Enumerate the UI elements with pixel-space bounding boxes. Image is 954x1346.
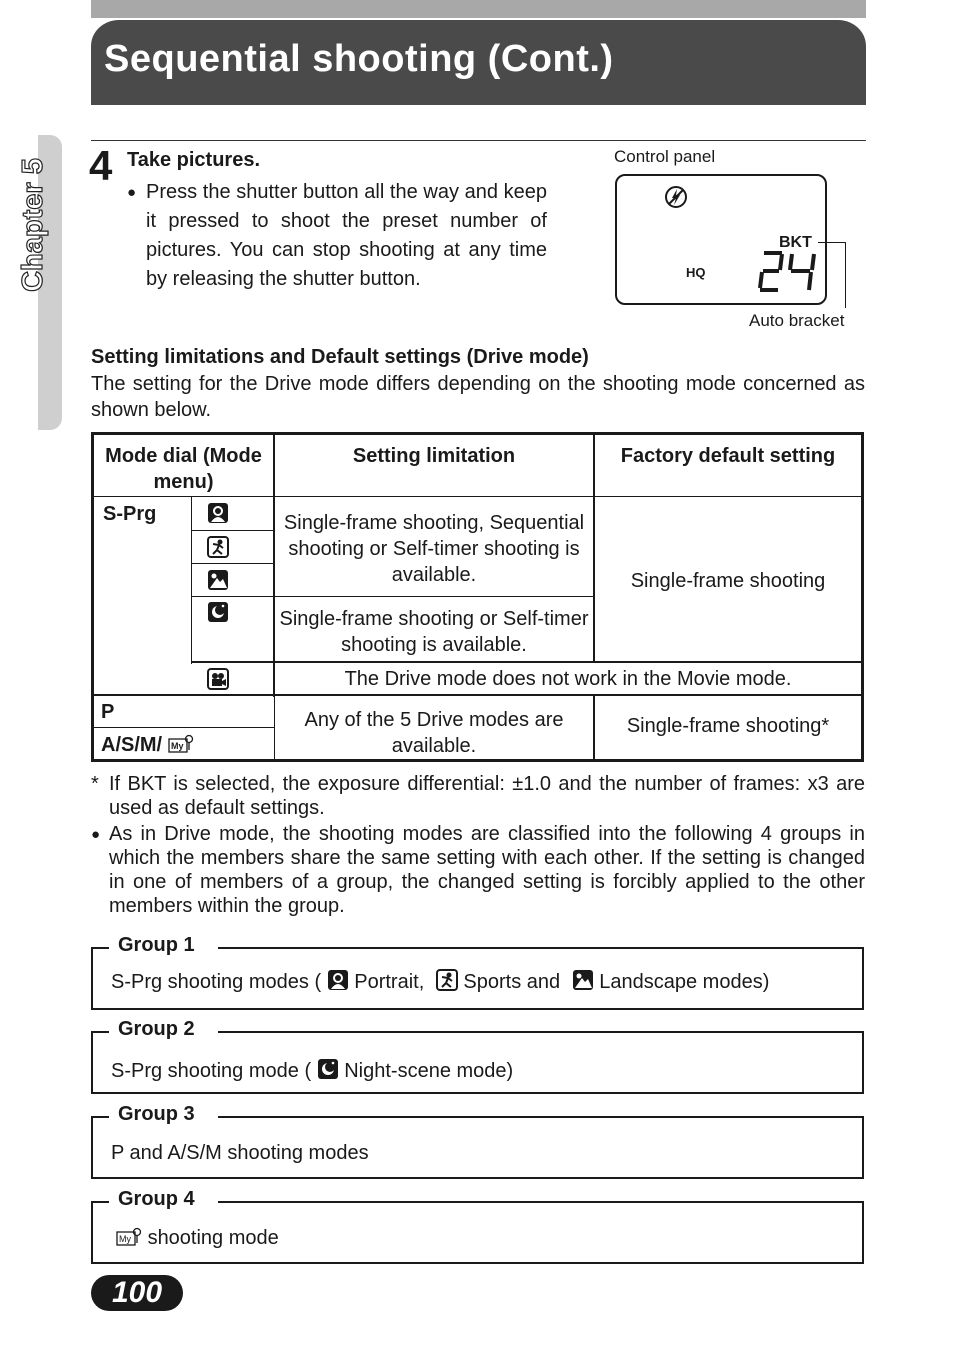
group-3-text: P and A/S/M shooting modes: [111, 1142, 369, 1164]
header-setting-limitation: Setting limitation: [352, 445, 516, 467]
asm-mode-text: A/S/M/: [101, 734, 163, 756]
bullet-note: [91, 822, 865, 918]
movie-icon: [207, 668, 229, 695]
movie-mode-note: The Drive mode does not work in the Movie mode.: [344, 668, 792, 690]
divider: [91, 140, 866, 141]
group-1-portrait: Portrait,: [354, 971, 425, 993]
limitation-p-asm: Any of the 5 Drive modes are available.: [304, 709, 564, 757]
section-heading: Setting limitations and Default settings (Drive mode): [91, 346, 589, 368]
table-line: [191, 530, 274, 531]
frame-counter-display: [758, 250, 818, 299]
asterisk-note-text: If BKT is selected, the exposure differential: ±1.0 and the number of frames: x3 are used as default settings.: [109, 773, 865, 819]
step-instruction: [127, 178, 547, 294]
sports-icon: [207, 536, 229, 563]
asterisk-note: [91, 772, 865, 820]
callout-line: [845, 242, 846, 308]
bkt-indicator: BKT: [779, 234, 812, 251]
asterisk-mark: *: [91, 773, 99, 795]
group-2-title: Group 2: [118, 1018, 195, 1040]
group-1-title: Group 1: [118, 934, 195, 956]
svg-text:My: My: [170, 741, 184, 751]
bullet-note-text: As in Drive mode, the shooting modes are classified into the following 4 groups in which the members share the same setting with each other. If the setting is changed in one of members of a group, the changed setting is forcibly applied to the other members within the group.: [109, 823, 865, 917]
hq-indicator: HQ: [686, 265, 706, 280]
table-line: [94, 496, 861, 497]
limitation-sprg-group: Single-frame shooting, Sequential shooting or Self-timer shooting is available.: [283, 512, 585, 586]
group-1-landscape: Landscape modes): [599, 971, 770, 993]
bullet-icon: ●: [91, 826, 101, 843]
portrait-icon: [207, 502, 229, 529]
group-4-text: [116, 1227, 279, 1253]
table-line: [94, 727, 274, 728]
section-body: The setting for the Drive mode differs depending on the shooting mode concerned as shown below.: [91, 373, 865, 421]
p-mode-label: P: [101, 701, 115, 723]
svg-text:My: My: [119, 1234, 131, 1244]
table-line: [273, 435, 275, 697]
sports-icon: [436, 969, 458, 997]
my-mode-icon: [116, 1227, 142, 1253]
limitation-night-scene: Single-frame shooting or Self-timer shooting is available.: [279, 608, 589, 656]
step-number: 4: [89, 142, 113, 189]
drive-mode-table: [91, 432, 864, 762]
table-line: [191, 661, 861, 663]
night-scene-icon: [207, 601, 229, 628]
step-title: Take pictures.: [127, 149, 261, 171]
control-panel-label: Control panel: [614, 147, 716, 166]
bullet-icon: ●: [127, 184, 137, 201]
group-4-label: shooting mode: [147, 1227, 279, 1249]
table-line: [274, 694, 275, 762]
callout-line: [818, 242, 846, 243]
group-2-prefix: S-Prg shooting mode (: [111, 1060, 312, 1082]
asm-mode-label: [101, 732, 194, 761]
group-1-prefix: S-Prg shooting modes (: [111, 971, 322, 993]
landscape-icon: [572, 969, 594, 997]
default-p-asm: Single-frame shooting*: [626, 715, 830, 737]
header-factory-default: Factory default setting: [620, 445, 836, 467]
default-sprg: Single-frame shooting: [630, 570, 826, 592]
portrait-icon: [327, 969, 349, 997]
page-number: 100: [111, 1276, 163, 1309]
header-band: [91, 0, 866, 18]
sprg-label: S-Prg: [103, 503, 157, 525]
table-line: [191, 497, 192, 664]
night-scene-icon: [317, 1058, 339, 1086]
step-instruction-text: Press the shutter button all the way and keep it pressed to shoot the preset number of pictures. You can stop shooting at any time by releasing the shutter button.: [146, 181, 547, 290]
flash-off-icon: [664, 185, 688, 214]
group-1-sports: Sports and: [463, 971, 561, 993]
group-2-night-scene: Night-scene mode): [344, 1060, 514, 1082]
group-4-title: Group 4: [118, 1188, 195, 1210]
my-mode-icon: [168, 734, 194, 761]
auto-bracket-callout: Auto bracket: [749, 311, 845, 330]
group-1-text: [111, 969, 769, 997]
chapter-label: Chapter 5: [17, 158, 49, 292]
table-line: [191, 596, 594, 597]
group-3-title: Group 3: [118, 1103, 195, 1125]
page-title: Sequential shooting (Cont.): [104, 38, 614, 80]
group-2-text: [111, 1058, 513, 1086]
landscape-icon: [207, 569, 229, 596]
table-line: [191, 563, 274, 564]
page-number-badge: [91, 1275, 183, 1311]
header-mode-dial: Mode dial (Mode menu): [105, 445, 262, 493]
